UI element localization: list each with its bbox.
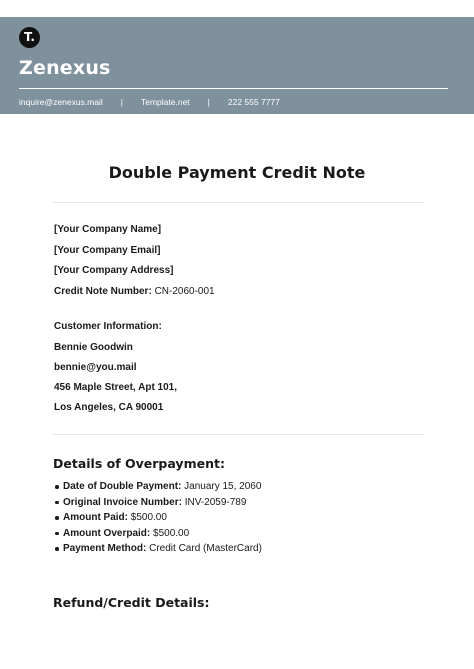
credit-note-number: CN-2060-001 [154,286,215,297]
company-name: [Your Company Name] [54,224,162,235]
item-value: $500.00 [153,527,190,539]
credit-note-label: Credit Note Number: [54,286,152,297]
contact-separator: | [207,97,210,107]
credit-note-number-row [54,286,215,298]
list-item [54,481,262,497]
list-item [54,497,262,513]
contact-website: Template.net [140,97,190,107]
template-logo-icon: T. [19,27,40,48]
company-brand: Zenexus [19,57,111,79]
item-label: Amount Paid: [63,512,128,523]
contact-separator: | [120,97,123,107]
header-banner [0,17,474,114]
section-divider [53,434,424,435]
customer-city: Los Angeles, CA 90001 [54,402,164,413]
company-email: [Your Company Email] [54,245,161,256]
item-value: $500.00 [130,512,167,523]
overpayment-list [54,481,262,559]
contact-phone: 222 555 7777 [227,97,280,107]
page-title: Double Payment Credit Note [108,163,366,182]
customer-street: 456 Maple Street, Apt 101, [54,382,178,393]
item-label: Original Invoice Number: [63,496,182,508]
list-item [54,528,262,544]
company-address: [Your Company Address] [54,265,174,276]
item-value: INV-2059-789 [184,496,247,508]
customer-heading: Customer Information: [54,321,162,332]
customer-name: Bennie Goodwin [54,342,133,353]
item-value: January 15, 2060 [184,481,262,492]
item-value: Credit Card (MasterCard) [149,543,262,554]
refund-heading: Refund/Credit Details: [53,595,210,610]
item-label: Amount Overpaid: [63,527,151,539]
contact-email: inquire@zenexus.mail [19,97,103,107]
title-divider [53,202,424,203]
customer-email: bennie@you.mail [54,362,137,373]
list-item [54,543,262,559]
item-label: Payment Method: [63,543,147,554]
contact-row [19,96,280,108]
header-divider [19,88,448,89]
overpayment-heading: Details of Overpayment: [53,456,225,471]
list-item [54,512,262,528]
item-label: Date of Double Payment: [63,481,182,492]
